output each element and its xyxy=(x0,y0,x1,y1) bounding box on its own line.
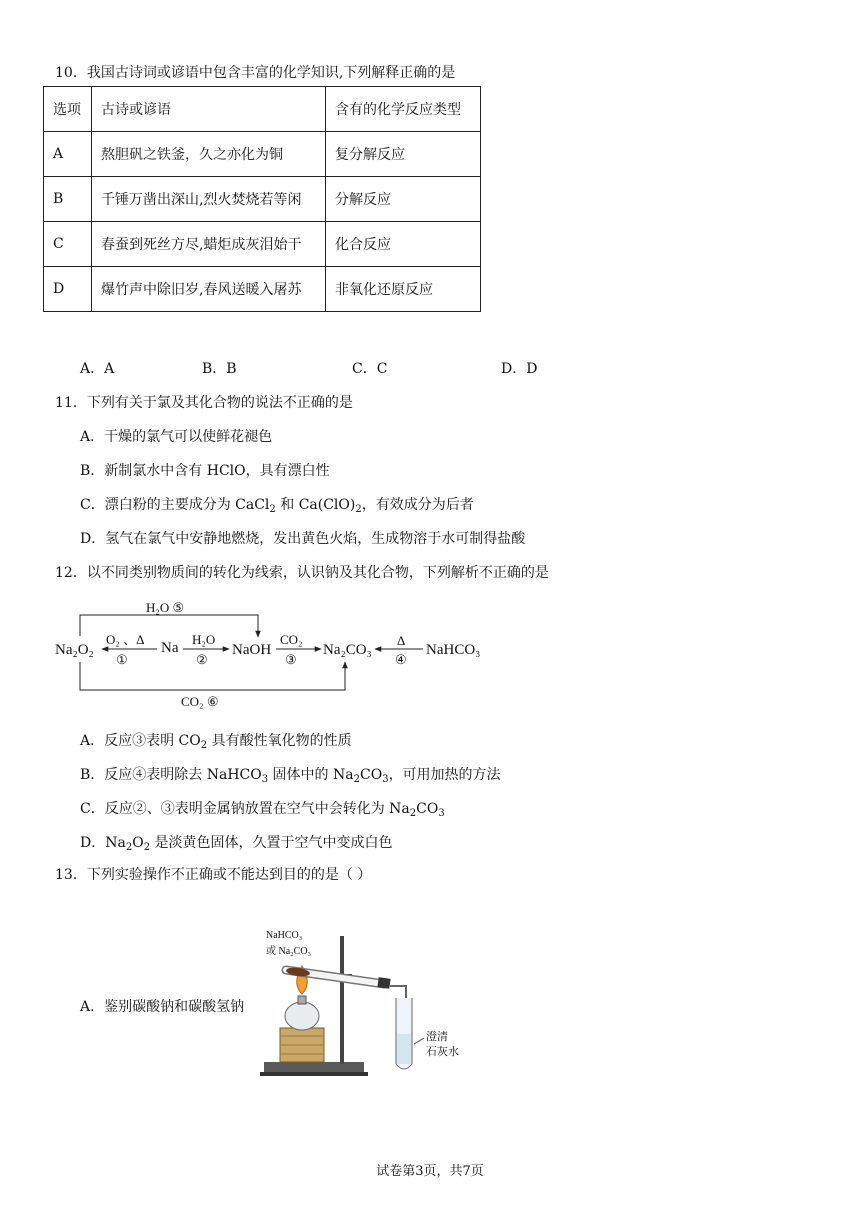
q11-option-d[interactable]: D．氢气在氯气中安静地燃烧，发出黄色火焰，生成物溶于水可制得盐酸 xyxy=(80,531,526,547)
page-footer: 试卷第3页，共7页 xyxy=(376,1164,484,1179)
cell-option: C xyxy=(44,222,92,267)
q13-option-a[interactable]: A．鉴别碳酸钠和碳酸氢钠 xyxy=(80,999,245,1015)
table-row xyxy=(44,267,481,312)
q12-option-b[interactable]: B．反应④表明除去 NaHCO$_3$ 固体中的 $Na_2CO_3$，可用加热的方法 xyxy=(80,767,501,785)
table-row xyxy=(44,132,481,177)
label-na2co3: 或 Na₂CO₃ xyxy=(266,946,312,957)
table-row xyxy=(44,177,481,222)
header-reaction-type: 含有的化学反应类型 xyxy=(326,87,481,132)
alcohol-lamp xyxy=(285,1002,319,1030)
reaction-2-number: ② xyxy=(196,652,208,667)
stand-base-edge xyxy=(260,1072,368,1076)
q11-stem: 11．下列有关于氯及其化合物的说法不正确的是 xyxy=(55,395,353,411)
q12-d-text-2: O xyxy=(132,835,144,851)
cell-option: D xyxy=(44,267,92,312)
nahco3-label: NaHCO₃ xyxy=(426,642,481,658)
label-nahco3: NaHCO₃ xyxy=(266,930,303,941)
reaction-3-number: ③ xyxy=(285,652,297,667)
q12-b-text-4: ，可用加热的方法 xyxy=(388,767,501,783)
q10-choice-c[interactable]: C．C xyxy=(352,361,388,377)
q12-a-text-1: A．反应③表明 CO xyxy=(80,733,201,749)
q10-table xyxy=(43,86,481,312)
q12-option-a[interactable]: A．反应③表明 $CO_2$ 具有酸性氧化物的性质 xyxy=(80,733,352,751)
q12-c-text-1: C．反应②、③表明金属钠放置在空气中会转化为 Na xyxy=(80,801,410,817)
cell-reaction-type: 化合反应 xyxy=(326,222,481,267)
label-clear: 澄清 xyxy=(426,1031,448,1043)
na2o2-label: Na₂O₂ xyxy=(55,642,94,658)
q12-b-text-1: B．反应④表明除去 NaHCO xyxy=(80,767,262,783)
table-header-row xyxy=(44,87,481,132)
q12-d-text-3: 是淡黄色固体，久置于空气中变成白色 xyxy=(150,835,393,851)
reaction-1-number: ① xyxy=(116,652,128,667)
cell-reaction-type: 非氧化还原反应 xyxy=(326,267,481,312)
reaction-5-label: H₂O ⑤ xyxy=(146,600,185,615)
reaction-4-number: ④ xyxy=(395,652,407,667)
q10-stem: 10．我国古诗词或谚语中包含丰富的化学知识,下列解释正确的是 xyxy=(55,65,456,81)
reaction-3-reagent: CO₂ xyxy=(280,632,303,647)
q12-a-text-2: 具有酸性氧化物的性质 xyxy=(207,733,352,749)
cell-option: A xyxy=(44,132,92,177)
q11-c-text-3: ，有效成分为后者 xyxy=(361,497,474,513)
header-option: 选项 xyxy=(44,87,92,132)
cell-poem: 春蚕到死丝方尽,蜡炬成灰泪始干 xyxy=(92,222,326,267)
label-limewater: 石灰水 xyxy=(426,1046,459,1058)
reaction-1-condition: O₂ 、Δ xyxy=(106,632,145,647)
stand-rod xyxy=(340,936,344,1064)
cell-poem: 千锤万凿出深山,烈火焚烧若等闲 xyxy=(92,177,326,222)
na-label: Na xyxy=(161,640,179,656)
q11-option-a[interactable]: A．干燥的氯气可以使鲜花褪色 xyxy=(80,429,273,445)
stopper xyxy=(377,977,390,989)
cell-reaction-type: 复分解反应 xyxy=(326,132,481,177)
q11-option-c[interactable]: C．漂白粉的主要成分为 CaCl$_2$ 和 $Ca(ClO)_2$，有效成分为后者 xyxy=(80,497,474,515)
q10-choice-a[interactable]: A．A xyxy=(80,361,115,377)
reaction-6-label: CO₂ ⑥ xyxy=(181,694,219,709)
q12-stem: 12．以不同类别物质间的转化为线索，认识钠及其化合物，下列解析不正确的是 xyxy=(55,565,549,581)
cell-poem: 熬胆矾之铁釜，久之亦化为铜 xyxy=(92,132,326,177)
header-poem: 古诗或谚语 xyxy=(92,87,326,132)
q12-c-text-2: CO xyxy=(416,801,439,817)
heating-apparatus-figure xyxy=(258,924,468,1082)
q11-option-b[interactable]: B．新制氯水中含有 HClO，具有漂白性 xyxy=(80,463,330,479)
q12-option-c[interactable]: C．反应②、③表明金属钠放置在空气中会转化为 $Na_2CO_3$ xyxy=(80,801,445,819)
cell-poem: 爆竹声中除旧岁,春风送暖入屠苏 xyxy=(92,267,326,312)
reaction-2-reagent: H₂O xyxy=(192,632,216,647)
q10-choice-d[interactable]: D．D xyxy=(501,361,538,377)
sodium-conversion-diagram xyxy=(40,590,510,720)
naoh-label: NaOH xyxy=(232,642,272,658)
q11-c-text-2: 和 Ca(ClO) xyxy=(275,497,356,513)
q12-d-text-1: D．Na xyxy=(80,835,126,851)
q10-choice-b[interactable]: B．B xyxy=(202,361,237,377)
q13-stem: 13．下列实验操作不正确或不能达到目的的是（ ） xyxy=(55,867,372,883)
q12-b-text-3: CO xyxy=(359,767,383,783)
q12-b-text-2: 固体中的 Na xyxy=(268,767,354,783)
q12-option-d[interactable]: D．$Na_2O_2$ 是淡黄色固体，久置于空气中变成白色 xyxy=(80,835,393,853)
cell-reaction-type: 分解反应 xyxy=(326,177,481,222)
q11-c-text-1: C．漂白粉的主要成分为 CaCl xyxy=(80,497,270,513)
reaction-4-condition: Δ xyxy=(397,633,406,648)
cell-option: B xyxy=(44,177,92,222)
table-row xyxy=(44,222,481,267)
na2co3-label: Na₂CO₃ xyxy=(323,642,372,658)
